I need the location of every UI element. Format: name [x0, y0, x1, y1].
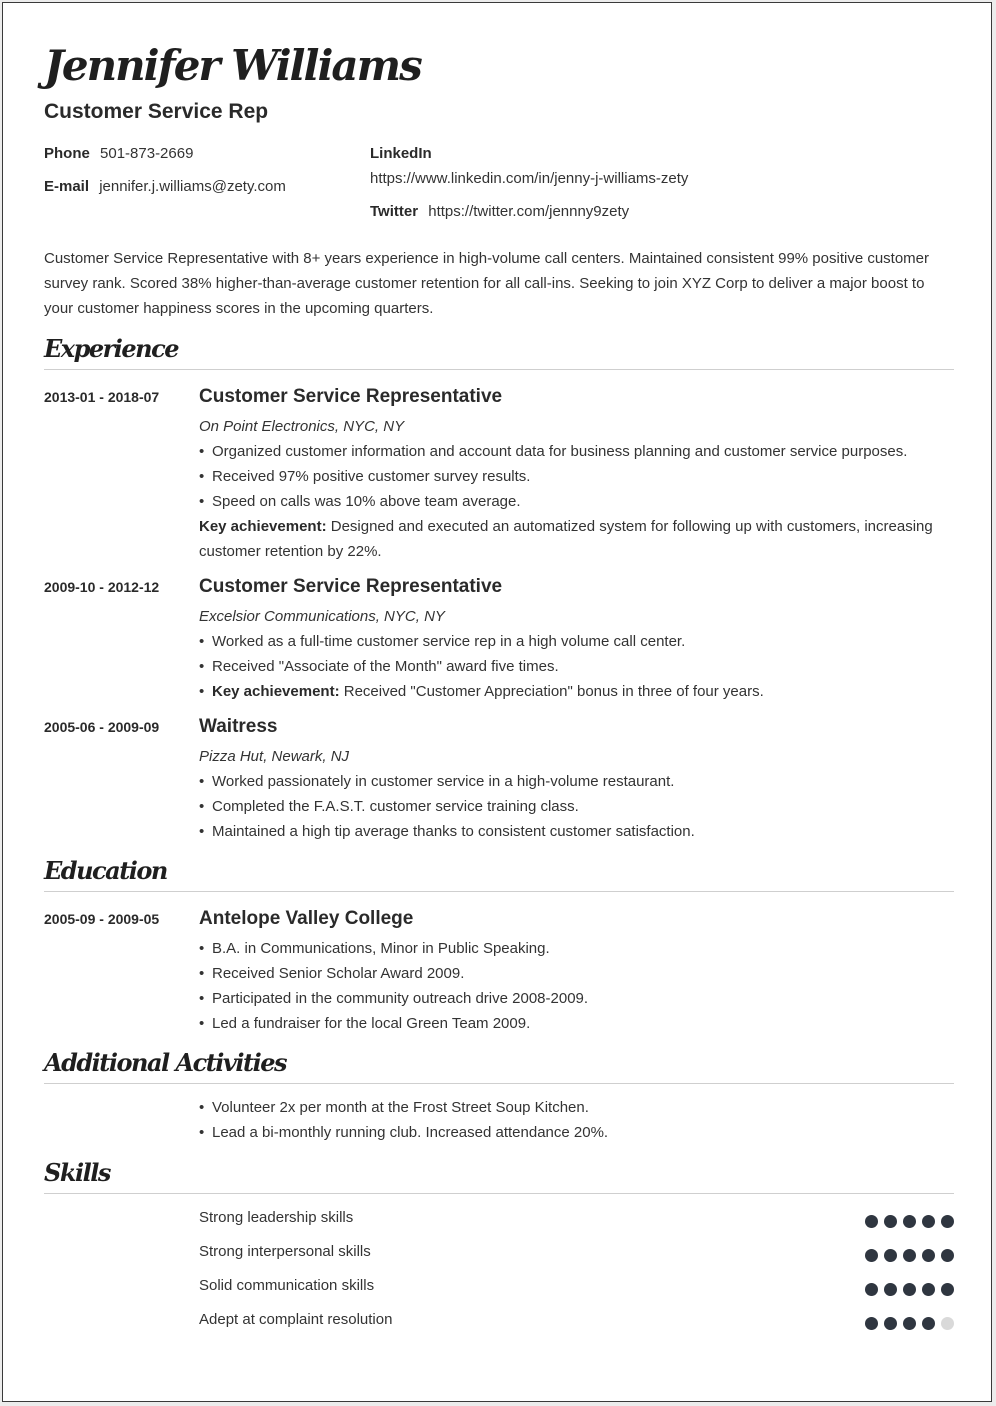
activity-item: • Lead a bi-monthly running club. Increased attendance 20%.: [199, 1120, 954, 1145]
entry-bullet: • Completed the F.A.S.T. customer service training class.: [199, 794, 954, 819]
section-title-experience: Experience: [44, 334, 179, 363]
contact-twitter: [370, 203, 629, 220]
linkedin-label: LinkedIn: [370, 145, 432, 162]
rating-dot-filled: [922, 1249, 935, 1262]
skill-row: [199, 1273, 954, 1298]
section-divider: [44, 369, 954, 370]
entry-title: Waitress: [199, 716, 278, 737]
entry-dates: 2013-01 - 2018-07: [44, 389, 160, 405]
linkedin-value[interactable]: https://www.linkedin.com/in/jenny-j-williams-zety: [370, 170, 689, 187]
skill-row: [199, 1307, 954, 1332]
section-title-education: Education: [44, 856, 167, 885]
rating-dot-filled: [922, 1215, 935, 1228]
key-achievement-text: Received "Customer Appreciation" bonus in three of four years.: [339, 683, 764, 700]
rating-dot-filled: [903, 1317, 916, 1330]
candidate-role: Customer Service Rep: [44, 100, 269, 123]
rating-dot-filled: [922, 1283, 935, 1296]
entry-bullet: • Received "Associate of the Month" award five times.: [199, 654, 954, 679]
skill-rating: [859, 1279, 954, 1292]
rating-dot-filled: [903, 1249, 916, 1262]
entry-bullet: • B.A. in Communications, Minor in Public Speaking.: [199, 936, 954, 961]
entry-title: Customer Service Representative: [199, 576, 503, 597]
summary-text: Customer Service Representative with 8+ years experience in high-volume call centers. Maintained consistent 99% positive customer survey rank. Scored 38% higher-than-average customer retention for all call-ins. Seeking to join XYZ Corp to deliver a major boost to your customer happiness scores in the upcoming quarters.: [44, 250, 930, 317]
key-achievement: [199, 679, 954, 704]
school-name: Antelope Valley College: [199, 908, 414, 929]
phone-label: Phone: [44, 145, 90, 162]
rating-dot-filled: [884, 1317, 897, 1330]
rating-dot-filled: [903, 1283, 916, 1296]
activities-body: [199, 1095, 954, 1145]
entry-bullet: • Led a fundraiser for the local Green Team 2009.: [199, 1011, 954, 1036]
entry-body: [199, 908, 954, 1036]
entry-company: Excelsior Communications, NYC, NY: [199, 608, 445, 625]
entry-title: Customer Service Representative: [199, 386, 503, 407]
skill-name: Solid communication skills: [199, 1277, 375, 1294]
entry-bullet: • Maintained a high tip average thanks to consistent customer satisfaction.: [199, 819, 954, 844]
entry-body: [199, 716, 954, 844]
skill-row: [199, 1205, 954, 1230]
key-achievement-label: Key achievement:: [199, 518, 327, 535]
skill-name: Strong leadership skills: [199, 1209, 354, 1226]
section-title-skills: Skills: [44, 1158, 110, 1187]
candidate-name: Jennifer Williams: [44, 41, 421, 90]
rating-dot-filled: [903, 1215, 916, 1228]
rating-dot-filled: [884, 1215, 897, 1228]
contact-linkedin: [370, 170, 688, 187]
skill-row: [199, 1239, 954, 1264]
contact-phone: [44, 145, 193, 162]
rating-dot-filled: [865, 1249, 878, 1262]
section-title-activities: Additional Activities: [44, 1048, 286, 1077]
rating-dot-filled: [865, 1215, 878, 1228]
entry-bullet: • Participated in the community outreach drive 2008-2009.: [199, 986, 954, 1011]
rating-dot-filled: [865, 1283, 878, 1296]
skill-name: Strong interpersonal skills: [199, 1243, 371, 1260]
email-label: E-mail: [44, 178, 90, 195]
skill-name: Adept at complaint resolution: [199, 1311, 393, 1328]
rating-dot-filled: [941, 1215, 954, 1228]
entry-dates: 2009-10 - 2012-12: [44, 579, 160, 595]
entry-dates: 2005-09 - 2009-05: [44, 911, 160, 927]
section-divider: [44, 1193, 954, 1194]
entry-body: [199, 386, 954, 564]
entry-bullet: • Received Senior Scholar Award 2009.: [199, 961, 954, 986]
resume-page: [2, 2, 992, 1402]
rating-dot-empty: [941, 1317, 954, 1330]
activity-item: • Volunteer 2x per month at the Frost Street Soup Kitchen.: [199, 1095, 954, 1120]
rating-dot-filled: [941, 1283, 954, 1296]
key-achievement: [199, 514, 954, 564]
entry-bullet: • Received 97% positive customer survey results.: [199, 464, 954, 489]
skill-rating: [859, 1313, 954, 1326]
contact-email: [44, 178, 286, 195]
rating-dot-filled: [884, 1249, 897, 1262]
key-achievement-label: Key achievement:: [212, 683, 340, 700]
entry-body: [199, 576, 954, 704]
section-divider: [44, 1083, 954, 1084]
key-achievement-text: Designed and executed an automatized system for following up with customers, increasing customer retention by 22%.: [199, 518, 933, 560]
rating-dot-filled: [922, 1317, 935, 1330]
contact-linkedin-label: [370, 145, 438, 162]
phone-value: 501-873-2669: [100, 145, 194, 162]
twitter-value[interactable]: https://twitter.com/jennny9zety: [428, 203, 630, 220]
entry-dates: 2005-06 - 2009-09: [44, 719, 160, 735]
rating-dot-filled: [941, 1249, 954, 1262]
twitter-label: Twitter: [370, 203, 419, 220]
entry-bullet: • Organized customer information and account data for business planning and customer service purposes.: [199, 439, 954, 464]
entry-company: Pizza Hut, Newark, NJ: [199, 748, 350, 765]
skill-rating: [859, 1245, 954, 1258]
entry-bullet: • Worked passionately in customer service in a high-volume restaurant.: [199, 769, 954, 794]
rating-dot-filled: [884, 1283, 897, 1296]
entry-bullet: • Speed on calls was 10% above team average.: [199, 489, 954, 514]
entry-company: On Point Electronics, NYC, NY: [199, 418, 405, 435]
skill-rating: [859, 1211, 954, 1224]
rating-dot-filled: [865, 1317, 878, 1330]
section-divider: [44, 891, 954, 892]
email-value[interactable]: jennifer.j.williams@zety.com: [99, 178, 286, 195]
entry-bullet: • Worked as a full-time customer service rep in a high volume call center.: [199, 629, 954, 654]
